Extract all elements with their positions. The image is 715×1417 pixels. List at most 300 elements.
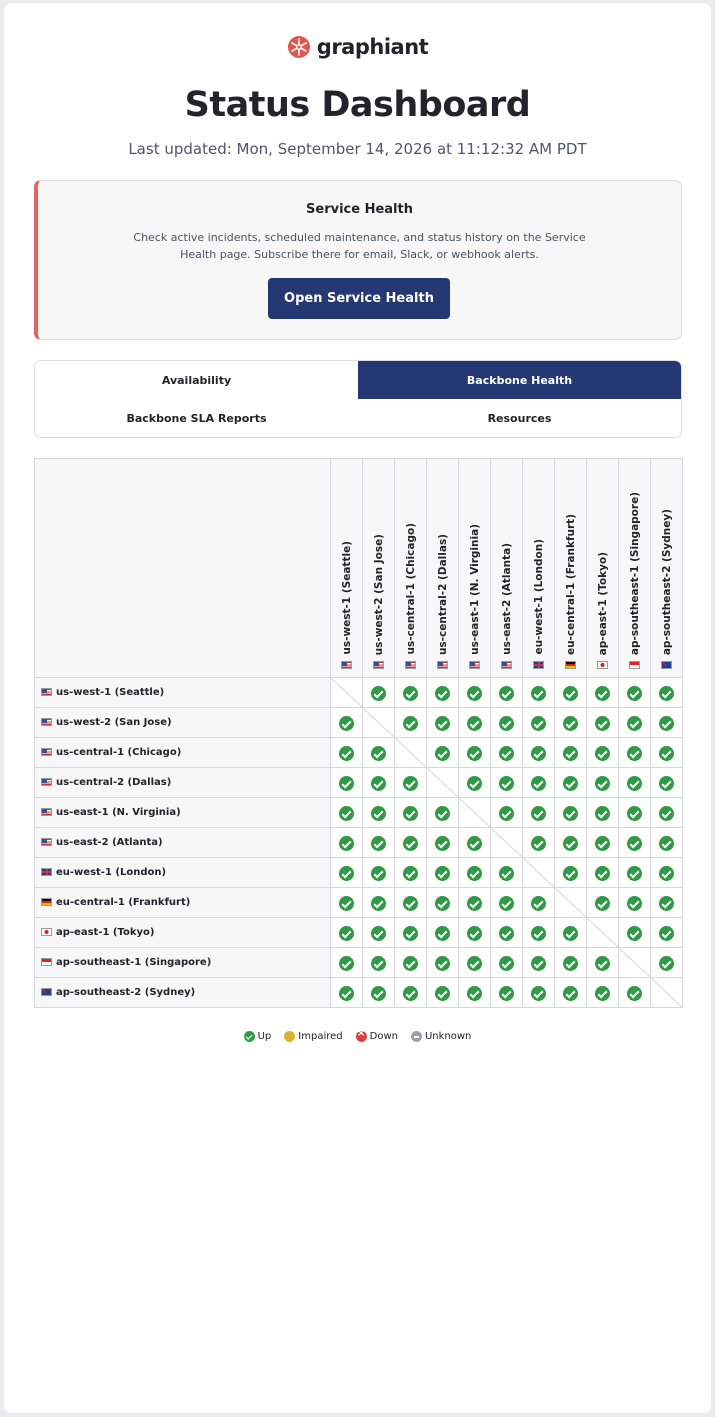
matrix-cell[interactable] [395,888,427,918]
status-up-icon [531,686,546,701]
status-up-icon [371,836,386,851]
us-flag-icon [41,778,52,786]
matrix-cell[interactable] [651,888,683,918]
service-health-title: Service Health [306,202,413,217]
matrix-cell[interactable] [619,918,651,948]
matrix-cell[interactable] [459,918,491,948]
matrix-cell[interactable] [523,768,555,798]
row-header-label: eu-central-1 (Frankfurt) [56,897,191,908]
matrix-cell[interactable] [363,888,395,918]
status-up-icon [403,866,418,881]
open-service-health-button[interactable]: Open Service Health [268,278,450,319]
matrix-corner [35,459,331,678]
row-header [35,798,331,828]
matrix-cell[interactable] [331,978,363,1008]
matrix-cell[interactable] [491,708,523,738]
us-flag-icon [41,688,52,696]
brand-logo[interactable] [4,33,711,61]
column-header-label: ap-southeast-1 (Singapore) [628,491,641,655]
matrix-cell[interactable] [331,948,363,978]
impaired-icon [284,1031,295,1042]
matrix-cell[interactable] [331,708,363,738]
matrix-cell[interactable] [587,948,619,978]
status-up-icon [595,896,610,911]
column-header [363,459,395,678]
tab-backbone-health[interactable]: Backbone Health [358,361,681,399]
status-up-icon [627,746,642,761]
row-header [35,708,331,738]
matrix-cell[interactable] [523,918,555,948]
status-up-icon [595,986,610,1001]
matrix-cell-self [331,678,363,708]
matrix-cell[interactable] [619,858,651,888]
status-up-icon [371,866,386,881]
legend-unknown-label: Unknown [424,1031,472,1042]
matrix-cell[interactable] [651,768,683,798]
status-up-icon [499,716,514,731]
matrix-cell-self [427,768,459,798]
dashboard-card [4,3,711,1413]
status-up-icon [499,896,514,911]
matrix-cell[interactable] [587,708,619,738]
status-up-icon [339,866,354,881]
matrix-cell[interactable] [555,768,587,798]
legend [4,1031,711,1042]
matrix-cell[interactable] [395,828,427,858]
status-up-icon [467,896,482,911]
status-up-icon [659,836,674,851]
matrix-cell[interactable] [555,828,587,858]
status-up-icon [339,926,354,941]
status-up-icon [467,956,482,971]
matrix-row [35,798,683,828]
tab-resources[interactable]: Resources [358,399,681,437]
legend-impaired-label: Impaired [298,1031,343,1042]
matrix-cell[interactable] [459,948,491,978]
matrix-cell[interactable] [587,888,619,918]
matrix-cell[interactable] [395,678,427,708]
matrix-cell[interactable] [363,798,395,828]
matrix-cell[interactable] [395,948,427,978]
status-up-icon [595,956,610,971]
au-flag-icon [661,661,672,669]
matrix-cell[interactable] [619,768,651,798]
matrix-cell[interactable] [523,738,555,768]
jp-flag-icon [41,928,52,936]
status-up-icon [467,926,482,941]
row-header [35,888,331,918]
status-up-icon [371,896,386,911]
status-up-icon [563,746,578,761]
matrix-cell[interactable] [363,858,395,888]
matrix-cell-self [555,888,587,918]
de-flag-icon [41,898,52,906]
status-up-icon [435,686,450,701]
status-up-icon [595,836,610,851]
row-header-label: eu-west-1 (London) [56,867,167,878]
status-up-icon [563,716,578,731]
matrix-cell[interactable] [555,738,587,768]
status-up-icon [531,806,546,821]
matrix-cell[interactable] [587,978,619,1008]
tab-backbone-sla-reports[interactable]: Backbone SLA Reports [35,399,358,437]
matrix-cell[interactable] [587,678,619,708]
row-header-label: ap-southeast-1 (Singapore) [56,957,212,968]
status-up-icon [531,926,546,941]
row-header-label: us-central-1 (Chicago) [56,747,182,758]
status-up-icon [403,686,418,701]
matrix-cell[interactable] [363,738,395,768]
us-flag-icon [341,661,352,669]
matrix-cell[interactable] [619,828,651,858]
column-header-label: us-west-1 (Seattle) [340,541,353,655]
matrix-cell[interactable] [651,798,683,828]
row-header-label: us-west-1 (Seattle) [56,687,165,698]
column-header [427,459,459,678]
status-up-icon [467,986,482,1001]
matrix-cell[interactable] [395,708,427,738]
matrix-cell[interactable] [363,948,395,978]
status-up-icon [371,986,386,1001]
matrix-cell[interactable] [331,918,363,948]
matrix-row [35,678,683,708]
row-header [35,948,331,978]
matrix-cell[interactable] [363,678,395,708]
status-up-icon [627,986,642,1001]
column-header [491,459,523,678]
matrix-cell[interactable] [555,678,587,708]
status-up-icon [659,686,674,701]
status-up-icon [403,716,418,731]
status-up-icon [659,776,674,791]
matrix-cell[interactable] [395,798,427,828]
matrix-cell[interactable] [395,858,427,888]
matrix-cell-self [619,948,651,978]
status-up-icon [467,836,482,851]
matrix-cell[interactable] [363,768,395,798]
status-up-icon [659,926,674,941]
column-header-label: us-west-2 (San Jose) [372,533,385,655]
matrix-row [35,888,683,918]
status-up-icon [499,986,514,1001]
matrix-cell[interactable] [523,948,555,978]
matrix-cell[interactable] [619,798,651,828]
matrix-cell[interactable] [491,978,523,1008]
status-up-icon [371,776,386,791]
matrix-cell[interactable] [555,708,587,738]
status-up-icon [531,986,546,1001]
matrix-cell[interactable] [491,888,523,918]
column-header [395,459,427,678]
row-header-label: us-east-1 (N. Virginia) [56,807,181,818]
matrix-cell[interactable] [651,858,683,888]
matrix-cell[interactable] [491,678,523,708]
page-title: Status Dashboard [184,85,531,125]
status-up-icon [403,956,418,971]
matrix-cell[interactable] [427,678,459,708]
matrix-cell[interactable] [459,738,491,768]
column-header-label: us-east-2 (Atlanta) [500,543,513,655]
matrix-cell[interactable] [331,768,363,798]
matrix-cell[interactable] [331,858,363,888]
matrix-cell[interactable] [587,768,619,798]
status-up-icon [435,896,450,911]
matrix-cell[interactable] [491,768,523,798]
matrix-cell[interactable] [395,918,427,948]
column-header [555,459,587,678]
status-up-icon [531,896,546,911]
matrix-cell[interactable] [555,918,587,948]
matrix-cell[interactable] [491,858,523,888]
status-up-icon [467,866,482,881]
status-up-icon [371,956,386,971]
matrix-cell[interactable] [619,978,651,1008]
row-header [35,918,331,948]
au-flag-icon [41,988,52,996]
status-up-icon [563,836,578,851]
matrix-row [35,768,683,798]
status-up-icon [627,836,642,851]
service-health-description: Check active incidents, scheduled maintenance, and status history on the Service Health page. Subscribe there for email, Slack, or webhook alerts. [133,231,586,261]
sg-flag-icon [629,661,640,669]
status-up-icon [403,986,418,1001]
matrix-cell[interactable] [491,918,523,948]
matrix-cell[interactable] [555,948,587,978]
matrix-cell[interactable] [523,798,555,828]
brand-name: graphiant [316,35,429,59]
matrix-cell[interactable] [619,708,651,738]
status-up-icon [339,746,354,761]
column-header [459,459,491,678]
matrix-cell[interactable] [587,858,619,888]
matrix-cell[interactable] [459,708,491,738]
tab-availability[interactable]: Availability [35,361,358,399]
matrix-cell[interactable] [363,828,395,858]
column-header-label: eu-west-1 (London) [532,539,545,655]
matrix-cell[interactable] [619,888,651,918]
gb-flag-icon [533,661,544,669]
status-up-icon [627,686,642,701]
us-flag-icon [41,748,52,756]
matrix-cell[interactable] [427,888,459,918]
column-header [523,459,555,678]
matrix-cell[interactable] [427,978,459,1008]
matrix-cell[interactable] [395,768,427,798]
matrix-cell-self [459,798,491,828]
matrix-cell[interactable] [651,708,683,738]
matrix-cell[interactable] [523,708,555,738]
status-up-icon [563,866,578,881]
matrix-row [35,978,683,1008]
status-up-icon [499,866,514,881]
matrix-cell[interactable] [427,708,459,738]
legend-down [356,1031,398,1042]
matrix-cell[interactable] [427,858,459,888]
matrix-cell[interactable] [427,828,459,858]
us-flag-icon [41,838,52,846]
matrix-cell[interactable] [427,798,459,828]
matrix-cell[interactable] [523,828,555,858]
status-up-icon [467,746,482,761]
status-up-icon [563,776,578,791]
us-flag-icon [437,661,448,669]
matrix-cell[interactable] [555,978,587,1008]
matrix-cell[interactable] [491,738,523,768]
status-up-icon [627,866,642,881]
status-up-icon [595,686,610,701]
row-header-label: ap-east-1 (Tokyo) [56,927,155,938]
matrix-cell[interactable] [331,828,363,858]
status-up-icon [499,956,514,971]
matrix-cell[interactable] [331,798,363,828]
backbone-health-matrix [34,458,682,1007]
status-up-icon [595,806,610,821]
matrix-cell[interactable] [491,798,523,828]
legend-down-label: Down [369,1031,398,1042]
matrix-cell[interactable] [651,828,683,858]
row-header [35,738,331,768]
status-up-icon [435,746,450,761]
matrix-cell[interactable] [651,918,683,948]
status-up-icon [563,956,578,971]
status-up-icon [595,866,610,881]
status-up-icon [371,746,386,761]
status-up-icon [499,776,514,791]
status-up-icon [659,896,674,911]
status-up-icon [371,686,386,701]
column-header-label: ap-east-1 (Tokyo) [596,551,609,655]
matrix-cell[interactable] [363,918,395,948]
status-up-icon [531,836,546,851]
service-health-panel [34,180,682,340]
matrix-cell[interactable] [459,858,491,888]
us-flag-icon [41,808,52,816]
status-up-icon [435,806,450,821]
matrix-cell[interactable] [651,948,683,978]
matrix-row [35,918,683,948]
up-icon [244,1031,255,1042]
status-up-icon [627,806,642,821]
matrix-header-row [35,459,683,678]
status-up-icon [403,926,418,941]
status-up-icon [339,986,354,1001]
matrix-cell[interactable] [427,948,459,978]
matrix-cell[interactable] [363,978,395,1008]
status-up-icon [627,896,642,911]
matrix-row [35,948,683,978]
us-flag-icon [469,661,480,669]
status-up-icon [499,686,514,701]
status-up-icon [627,776,642,791]
matrix-cell[interactable] [459,978,491,1008]
status-up-icon [595,746,610,761]
status-up-icon [339,716,354,731]
matrix-row [35,858,683,888]
status-up-icon [563,986,578,1001]
matrix-cell[interactable] [459,768,491,798]
legend-unknown [411,1031,471,1042]
status-up-icon [339,956,354,971]
status-up-icon [659,956,674,971]
matrix-cell[interactable] [555,858,587,888]
status-up-icon [403,776,418,791]
jp-flag-icon [597,661,608,669]
matrix-cell-self [651,978,683,1008]
row-header [35,768,331,798]
status-up-icon [531,746,546,761]
status-up-icon [435,986,450,1001]
status-up-icon [339,806,354,821]
matrix-cell[interactable] [331,738,363,768]
status-up-icon [531,776,546,791]
column-header-label: us-central-2 (Dallas) [436,533,449,655]
matrix-cell[interactable] [491,948,523,978]
matrix-cell[interactable] [459,828,491,858]
column-header-label: eu-central-1 (Frankfurt) [564,513,577,655]
matrix-cell[interactable] [587,798,619,828]
matrix-cell[interactable] [459,888,491,918]
matrix-cell[interactable] [523,678,555,708]
matrix-cell[interactable] [427,738,459,768]
de-flag-icon [565,661,576,669]
matrix-cell[interactable] [395,978,427,1008]
status-up-icon [659,746,674,761]
column-header [651,459,683,678]
row-header-label: ap-southeast-2 (Sydney) [56,987,196,998]
matrix-cell[interactable] [651,678,683,708]
matrix-cell[interactable] [587,738,619,768]
matrix-row [35,828,683,858]
status-up-icon [435,926,450,941]
matrix-cell-self [491,828,523,858]
status-up-icon [403,896,418,911]
row-header-label: us-west-2 (San Jose) [56,717,172,728]
row-header-label: us-east-2 (Atlanta) [56,837,163,848]
matrix-cell[interactable] [523,888,555,918]
status-up-icon [563,926,578,941]
column-header [331,459,363,678]
sg-flag-icon [41,958,52,966]
matrix-cell[interactable] [331,888,363,918]
matrix-row [35,738,683,768]
gb-flag-icon [41,868,52,876]
matrix-table [34,458,683,1008]
status-up-icon [339,836,354,851]
column-header-label: ap-southeast-2 (Sydney) [660,508,673,655]
status-up-icon [499,926,514,941]
matrix-cell[interactable] [427,918,459,948]
matrix-cell[interactable] [459,678,491,708]
matrix-cell[interactable] [619,678,651,708]
row-header [35,828,331,858]
matrix-cell[interactable] [523,978,555,1008]
status-up-icon [595,776,610,791]
legend-impaired [284,1031,342,1042]
status-up-icon [467,716,482,731]
matrix-cell[interactable] [619,738,651,768]
status-up-icon [531,956,546,971]
us-flag-icon [373,661,384,669]
matrix-cell[interactable] [651,738,683,768]
status-up-icon [435,836,450,851]
status-up-icon [627,926,642,941]
status-up-icon [435,956,450,971]
status-up-icon [595,716,610,731]
matrix-cell[interactable] [555,798,587,828]
matrix-cell[interactable] [587,828,619,858]
status-up-icon [339,896,354,911]
matrix-cell-self [395,738,427,768]
